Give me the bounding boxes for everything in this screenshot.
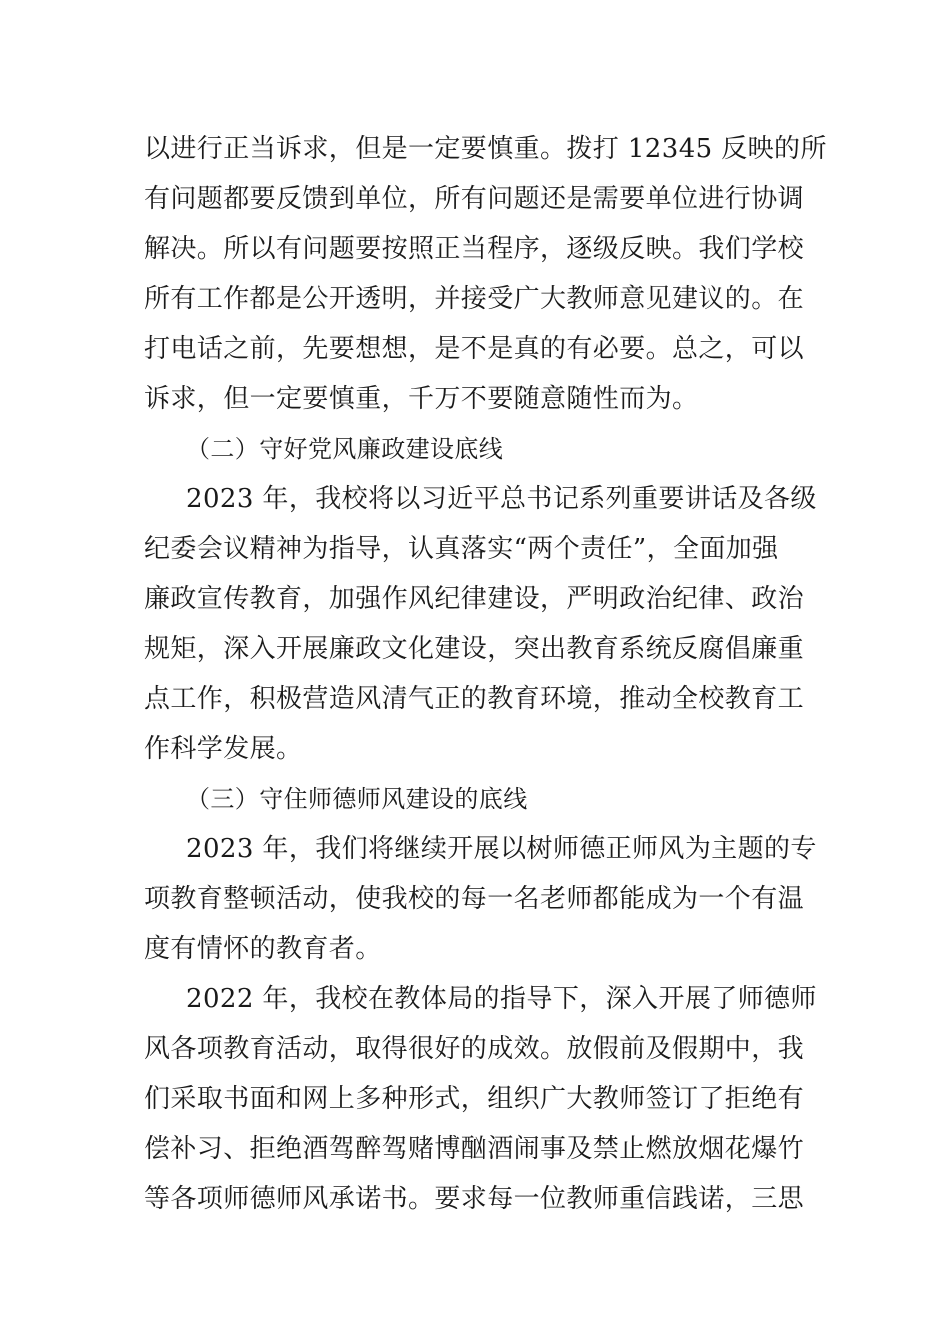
text-line: 所有工作都是公开透明，并接受广大教师意见建议的。在 (144, 284, 805, 314)
text-line: 纪委会议精神为指导，认真落实“两个责任”，全面加强 (144, 534, 779, 564)
text-line: 有问题都要反馈到单位，所有问题还是需要单位进行协调 (144, 184, 805, 214)
text-line: 点工作，积极营造风清气正的教育环境，推动全校教育工 (144, 684, 805, 714)
text-line: 作科学发展。 (144, 734, 303, 764)
section-heading: （二）守好党风廉政建设底线 (186, 435, 504, 463)
text-line: 打电话之前，先要想想，是不是真的有必要。总之，可以 (144, 334, 805, 364)
text-line: 以进行正当诉求，但是一定要慎重。拨打 12345 反映的所 (144, 134, 827, 164)
text-line: 2022 年，我校在教体局的指导下，深入开展了师德师 (186, 984, 817, 1014)
text-line: 规矩，深入开展廉政文化建设，突出教育系统反腐倡廉重 (144, 634, 805, 664)
text-line: 偿补习、拒绝酒驾醉驾赌博酗酒闹事及禁止燃放烟花爆竹 (144, 1134, 805, 1164)
text-line: 廉政宣传教育，加强作风纪律建设，严明政治纪律、政治 (144, 584, 805, 614)
section-heading: （三）守住师德师风建设的底线 (186, 785, 528, 813)
text-line: 等各项师德师风承诺书。要求每一位教师重信践诺，三思 (144, 1184, 805, 1214)
text-line: 们采取书面和网上多种形式，组织广大教师签订了拒绝有 (144, 1084, 805, 1114)
text-line: 度有情怀的教育者。 (144, 934, 382, 964)
text-line: 诉求，但一定要慎重，千万不要随意随性而为。 (144, 384, 699, 414)
text-line: 2023 年，我校将以习近平总书记系列重要讲话及各级 (186, 484, 817, 514)
text-line: 风各项教育活动，取得很好的成效。放假前及假期中，我 (144, 1034, 805, 1064)
text-line: 解决。所以有问题要按照正当程序，逐级反映。我们学校 (144, 234, 805, 264)
text-line: 项教育整顿活动，使我校的每一名老师都能成为一个有温 (144, 884, 805, 914)
text-line: 2023 年，我们将继续开展以树师德正师风为主题的专 (186, 834, 817, 864)
